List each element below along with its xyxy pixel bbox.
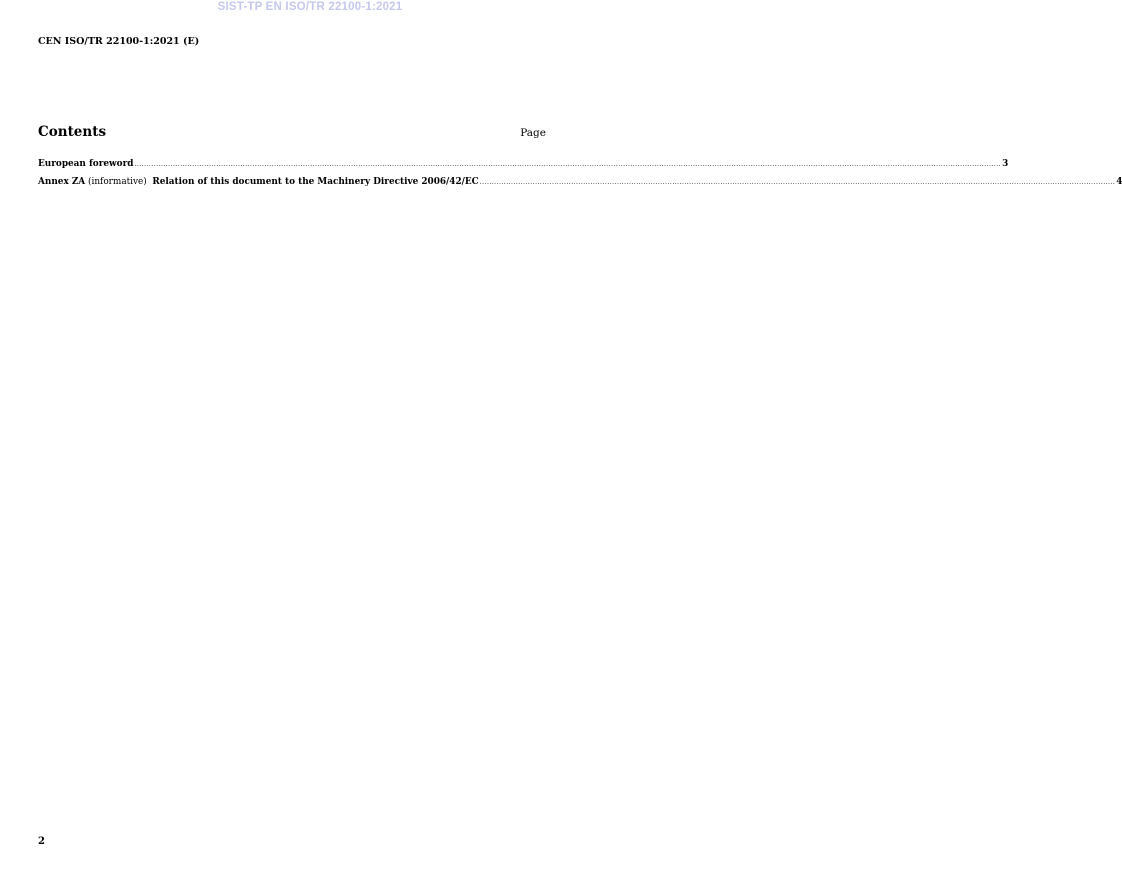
toc-entry-page: 4	[1116, 177, 1122, 187]
contents-heading: Contents	[38, 124, 107, 140]
table-of-contents	[38, 158, 1122, 189]
toc-annex-label: Annex ZA	[38, 177, 86, 187]
toc-leader-dots: ........................................................................................................................................................................................................................................................................................................................................................................	[134, 161, 1002, 168]
page-column-label: Page	[520, 127, 546, 139]
toc-leader-dots: ........................................................................................................................................................................................................................................................................	[479, 179, 1116, 186]
watermark: SIST-TP EN ISO/TR 22100-1:2021	[217, 1, 403, 13]
toc-entry-title: Relation of this document to the Machinery Directive 2006/42/EC	[152, 177, 479, 187]
toc-entry-annex-za[interactable]	[38, 176, 1122, 189]
toc-annex-type: (informative)	[88, 177, 147, 187]
document-header: CEN ISO/TR 22100-1:2021 (E)	[38, 36, 200, 47]
page-number: 2	[38, 836, 45, 847]
toc-entry-title: European foreword	[38, 159, 134, 169]
toc-entry-european-foreword[interactable]	[38, 158, 1009, 171]
toc-entry-page: 3	[1002, 159, 1009, 169]
toc-entry-title-group	[38, 176, 479, 188]
